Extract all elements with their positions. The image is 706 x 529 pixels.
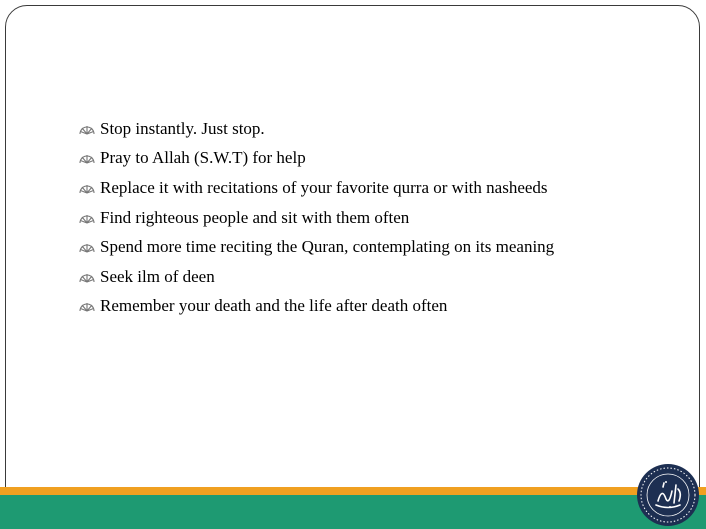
bullet-text: Replace it with recitations of your favorite qurra or with nasheeds	[100, 177, 548, 197]
list-item	[78, 203, 554, 233]
list-item	[78, 262, 554, 292]
sunburst-bullet-icon	[78, 271, 98, 283]
sunburst-bullet-icon	[78, 241, 98, 253]
bullet-text: Spend more time reciting the Quran, contemplating on its meaning	[100, 237, 555, 257]
bullet-text: Seek ilm of deen	[100, 266, 215, 286]
footer-orange-band	[0, 487, 706, 495]
bullet-text: Stop instantly. Just stop.	[100, 118, 265, 138]
bullet-text: Find righteous people and sit with them often	[100, 207, 410, 227]
bullet-text: Remember your death and the life after death often	[100, 296, 448, 316]
list-item	[78, 292, 554, 322]
calligraphy-seal-logo	[636, 463, 700, 527]
sunburst-bullet-icon	[78, 212, 98, 224]
list-item	[78, 114, 554, 144]
sunburst-bullet-icon	[78, 123, 98, 135]
sunburst-bullet-icon	[78, 152, 98, 164]
sunburst-bullet-icon	[78, 300, 98, 312]
sunburst-bullet-icon	[78, 182, 98, 194]
list-item	[78, 173, 554, 203]
list-item	[78, 232, 554, 262]
bullet-list	[78, 114, 554, 321]
list-item	[78, 144, 554, 174]
footer-green-band	[0, 495, 706, 529]
bullet-text: Pray to Allah (S.W.T) for help	[100, 148, 306, 168]
